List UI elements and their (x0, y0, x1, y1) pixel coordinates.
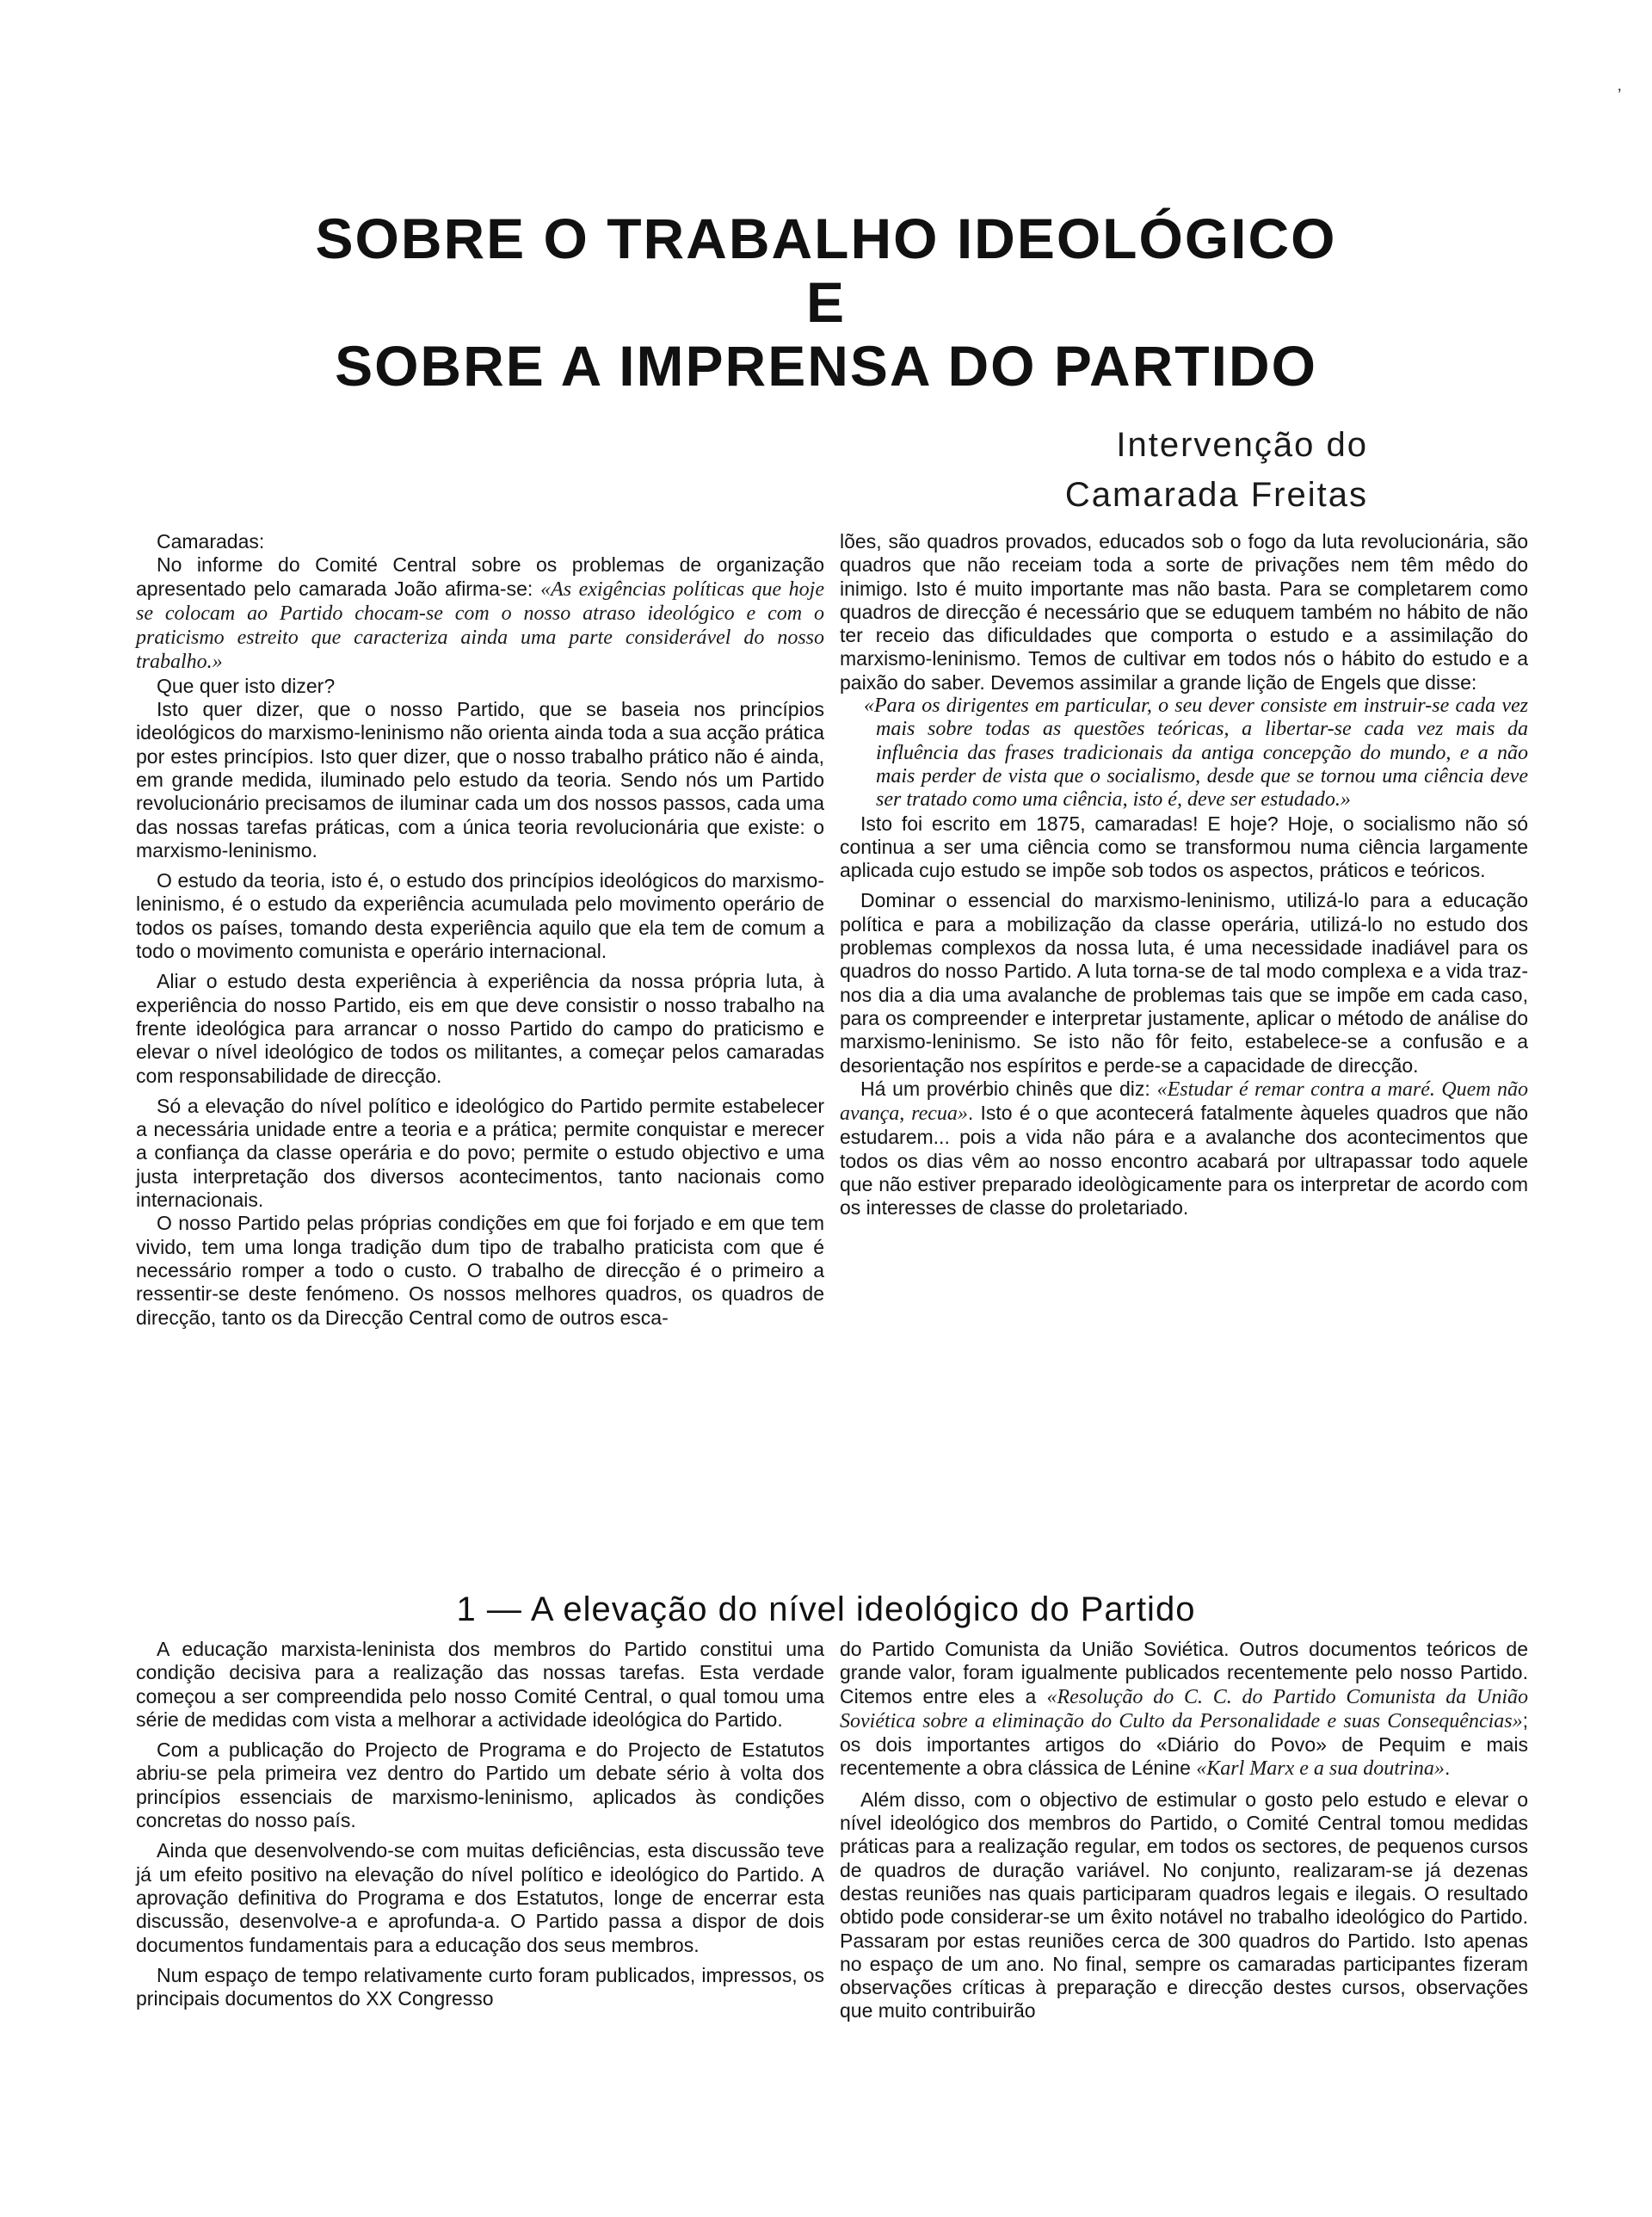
quote: «Resolução do C. C. do Partido Comunista da União Soviética sobre a eliminação do Culto da Personalidade e suas Consequências» (840, 1685, 1528, 1732)
lower-right-column (840, 1638, 1528, 2023)
paragraph: Que quer isto dizer? (157, 674, 336, 697)
paragraph: Dominar o essencial do marxismo-leninismo, utilizá-lo para a educação política e para a mobilização da classe operária, utilizá-lo no estudo dos problemas complexos da nossa luta, é uma necessidade inadiável para os quadros do nosso Partido. A luta torna-se de tal modo complexa e a vida traz-nos dia a dia uma avalanche de problemas tais que se impõe em cada caso, para os compreender e interpretar justamente, aplicar o método de análise do marxismo-leninismo. Se isto não fôr feito, estabelece-se a confusão e a desorientação nos espíritos e perde-se a capacidade de direcção. (840, 889, 1528, 1077)
paragraph-text: . Isto é o que acontecerá fatalmente àqueles quadros que não estudarem... pois a vida não pára e a avalanche dos acontecimentos que todos os dias vêm ao nosso encontro acabará por ultrapassar todo aquele que não estiver preparado ideològicamente para os interpretar de acordo com os interesses de classe do proletariado. (840, 1102, 1529, 1220)
upper-right-column (840, 530, 1528, 1220)
paragraph: O nosso Partido pelas próprias condições em que foi forjado e em que tem vivido, tem uma longa tradição dum tipo de trabalho praticista com que é necessário romper a todo o custo. O trabalho de direcção é o primeiro a ressentir-se deste fenómeno. Os nossos melhores quadros, os quadros de direcção, tanto os da Direcção Central como de outros esca- (136, 1212, 824, 1329)
paragraph-text: do Partido Comunista da União Soviética. Outros documentos teóricos de grande valor, foram igualmente publicados recentemente pelo nosso Partido. Citemos entre eles a (840, 1638, 1528, 1708)
quote: «Karl Marx e a sua doutrina» (1196, 1757, 1445, 1781)
paragraph-text: . (1444, 1757, 1451, 1780)
scan-speck: ’ (1618, 86, 1622, 105)
paragraph-text: Há um provérbio chinês que diz: (860, 1077, 1157, 1100)
paragraph: Ainda que desenvolvendo-se com muitas deficiências, esta discussão teve já um efeito positivo na elevação do nível político e ideológico do Partido. A aprovação definitiva do Programa e dos Estatutos, longe de encerrar esta discussão, desenvolve-a e aprofunda-a. O Partido passa a dispor de dois documentos fundamentais para a educação dos seus membros. (136, 1839, 824, 1956)
paragraph: A educação marxista-leninista dos membros do Partido constitui uma condição decisiva para a realização das nossas tarefas. Esta verdade começou a ser compreendida pelo nosso Comité Central, o qual tomou uma série de medidas com vista a melhorar a actividade ideológica do Partido. (136, 1638, 824, 1731)
paragraph: Isto quer dizer, que o nosso Partido, que se baseia nos princípios ideológicos do marxismo-leninismo não orienta ainda toda a sua acção prática por estes princípios. Isto quer dizer, que o nosso trabalho prático não é ainda, em grande medida, iluminado pelo estudo da teoria. Sendo nós um Partido revolucionário precisamos de iluminar cada um dos nossos passos, cada uma das nossas tarefas práticas, com a única teoria revolucionária que existe: o marxismo-leninismo. (136, 698, 824, 861)
title-line-1: SOBRE O TRABALHO IDEOLÓGICO (315, 207, 1337, 270)
quote: «Estudar é remar contra a maré. Quem não avança, recua» (840, 1078, 1529, 1126)
paragraph: Isto foi escrito em 1875, camaradas! E hoje? Hoje, o socialismo não só continua a ser uma ciência como se transformou numa ciência largamente aplicada cujo estudo se impõe sob todos os aspectos, práticos e teóricos. (840, 812, 1528, 882)
quote: «As exigências políticas que hoje se colocam ao Partido chocam-se com o nosso atraso ideológico e com o praticismo estreito que caracteriza ainda uma parte considerável do nosso trabalho.» (136, 577, 824, 674)
paragraph: Só a elevação do nível político e ideológico do Partido permite estabelecer a necessária unidade entre a teoria e a prática; permite conquistar e merecer a confiança da classe operária e do povo; permite o estudo objectivo e uma justa interpretação dos diversos acontecimentos, tanto nacionais como internacionais. (136, 1094, 824, 1212)
byline-line-1: Intervenção do (1116, 426, 1368, 464)
byline-line-2: Camarada Freitas (1064, 476, 1368, 514)
article-title (0, 207, 1652, 398)
paragraph: lões, são quadros provados, educados sob o fogo da luta revolucionária, são quadros que não receiam toda a sorte de privações nem têm mêdo do inimigo. Isto é muito importante mas não basta. Para se completarem como quadros de direcção é necessário que se eduquem também no hábito de não ter receio das dificuldades que comporta o estudo e a assimilação do marxismo-leninismo. Temos de cultivar em todos nós o hábito do estudo e a paixão do saber. Devemos assimilar a grande lição de Engels que disse: (840, 530, 1528, 694)
byline (1065, 420, 1368, 520)
paragraph (840, 1078, 1528, 1220)
paragraph-text: No informe do Comité Central sobre os problemas de organização apresentado pelo camarada João afirma-se: (136, 553, 824, 600)
paragraph: Com a publicação do Projecto de Programa e do Projecto de Estatutos abriu-se pela primeira vez dentro do Partido um debate sério à volta dos princípios essenciais de marxismo-leninismo, aplicados às condições concretas do nosso país. (136, 1738, 824, 1832)
paragraph (840, 1638, 1528, 1782)
paragraph (136, 553, 824, 674)
title-line-3: SOBRE A IMPRENSA DO PARTIDO (335, 334, 1317, 398)
paragraph: Além disso, com o objectivo de estimular o gosto pelo estudo e elevar o nível ideológico dos membros do Partido, o Comité Central tomou medidas práticas para a realização regular, em todos os sectores, de pequenos cursos de quadros de duração variável. No conjunto, realizaram-se já dezenas destas reuniões nas quais participaram quadros legais e ilegais. O resultado obtido pode considerar-se um êxito notável no trabalho ideológico do Partido. Passaram por estas reuniões cerca de 300 quadros do Partido. Isto apenas no espaço de um ano. No final, sempre os camaradas participantes fizeram observações críticas à preparação e direcção destes cursos, observações que muito contribuirão (840, 1788, 1528, 2022)
paragraph-text: ; os dois importantes artigos do «Diário do Povo» de Pequim e mais recentemente a obra clássica de Lénine (840, 1708, 1528, 1780)
section-heading: 1 — A elevação do nível ideológico do Partido (456, 1590, 1196, 1628)
lower-left-column (136, 1638, 824, 2010)
title-line-2: E (805, 270, 847, 334)
block-quote: «Para os dirigentes em particular, o seu dever consiste em instruir-se cada vez mais sobre todas as questões teóricas, a libertar-se cada vez mais da influência das frases tradicionais da antiga concepção do mundo, e a não mais perder de vista que o socialismo, desde que se tornou uma ciência deve ser tratado como uma ciência, isto é, deve ser estudado.» (864, 695, 1528, 812)
paragraph: Aliar o estudo desta experiência à experiência da nossa própria luta, à experiência do nosso Partido, eis em que deve consistir o nosso trabalho na frente ideológica para arrancar o nosso Partido do campo do praticismo e elevar o nível ideológico de todos os militantes, a começar pelos camaradas com responsabilidade de direcção. (136, 970, 824, 1087)
paragraph: Num espaço de tempo relativamente curto foram publicados, impressos, os principais documentos do XX Congresso (136, 1963, 824, 2010)
salutation: Camaradas: (157, 530, 265, 553)
paragraph: O estudo da teoria, isto é, o estudo dos princípios ideológicos do marxismo-leninismo, é o estudo da experiência acumulada pelo movimento operário de todos os países, tomando desta experiência aquilo que ela tem de comum a todo o movimento comunista e operário internacional. (136, 869, 824, 963)
upper-left-column (136, 530, 824, 1330)
